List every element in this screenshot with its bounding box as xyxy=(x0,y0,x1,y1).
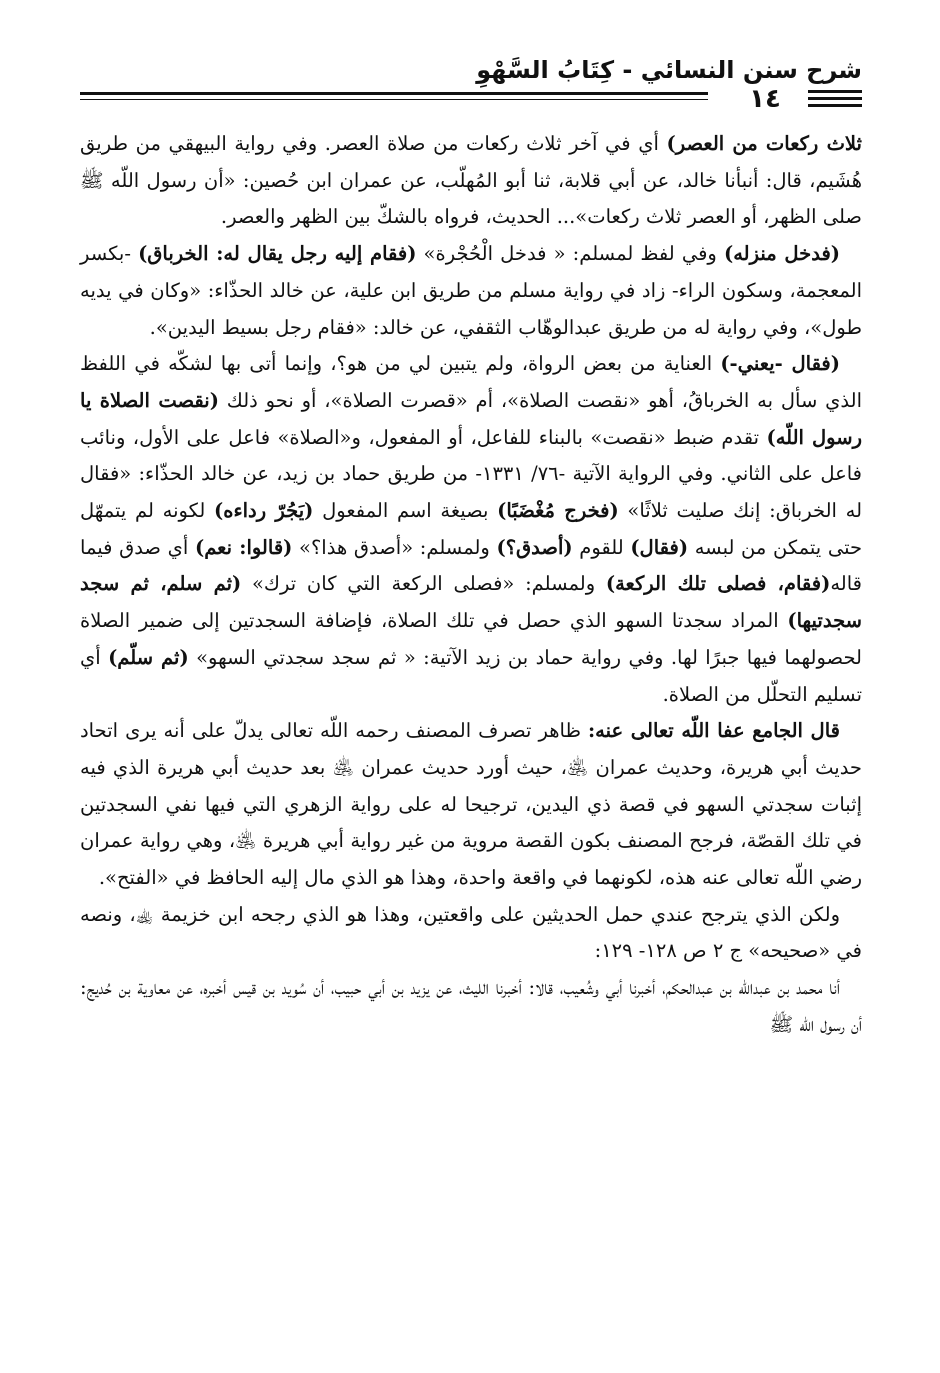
text-run: لكونه لم يتمهّل حتى يتمكن من لبسه xyxy=(80,499,863,559)
text-run: أي تسليم التحلّل من الصلاة. xyxy=(80,645,862,706)
page-header xyxy=(80,54,862,116)
paragraph xyxy=(80,126,862,236)
bold-run: (فقال -يعني-) xyxy=(720,352,840,376)
text-run: للقوم xyxy=(572,535,631,559)
page-body xyxy=(80,126,862,1044)
text-run: ولمسلم: «فصلى الركعة التي كان ترك» xyxy=(241,572,606,596)
text-run: ولمسلم: «أصدق هذا؟» xyxy=(292,535,497,559)
text-run: العناية من بعض الرواة، ولم يتبين لي من هو؟، وإنما أتى بها لشكّه في اللفظ الذي سأل به الخرباقُ، أهو «نقصت الصلاة»، أم «قصرت الصلاة»، أو نحو ذلك xyxy=(80,352,862,412)
running-title: شرح سنن النسائي - كِتَابُ السَّهْوِ xyxy=(476,56,862,84)
bold-run: قال الجامع عفا اللّه تعالى عنه: xyxy=(587,719,840,743)
text-run: وفي لفظ لمسلم: « فدخل الْحُجْرة» xyxy=(416,242,724,266)
paragraph xyxy=(80,897,862,970)
bold-run: (فقام، فصلى تلك الركعة) xyxy=(605,572,831,596)
text-run: ظاهر تصرف المصنف رحمه اللّه تعالى يدلّ على أنه يرى اتحاد حديث أبي هريرة، وحديث عمران ﵁، حيث أورد حديث عمران ﵁ بعد حديث أبي هريرة الذي فيه إثبات سجدتي السهو في قصة ذي اليدين، ترجيحا له على رواية الزهري التي فيها نفي السجدتين في تلك القصّة، فرجح المصنف بكون القصة مروية من غير رواية أبي هريرة ﵁، وهي رواية عمران رضي اللّه تعالى عنه هذه، لكونهما في واقعة واحدة، وهذا هو الذي مال إليه الحافظ في «الفتح». xyxy=(80,719,862,890)
paragraph xyxy=(80,970,862,1043)
bold-run: (قالوا: نعم) xyxy=(194,535,293,559)
bold-run: (أصدق؟) xyxy=(496,535,573,559)
text-run: أي في آخر ثلاث ركعات من صلاة العصر. وفي رواية البيهقي من طريق هُشَيم، قال: أنبأنا خالد، عن أبي قلابة، ثنا أبو المُهلّب، عن عمران ابن حُصين: «أن رسول اللّه ﷺ صلى الظهر، أو العصر ثلاث ركعات»... الحديث، فرواه بالشكّ بين الظهر والعصر. xyxy=(80,132,862,229)
header-rule-thick xyxy=(80,92,708,95)
bold-run: (ثم سلّم) xyxy=(108,645,189,669)
paragraph xyxy=(80,346,862,713)
bold-run: (فخرج مُغْضَبًا) xyxy=(497,499,619,523)
text-run: أي صدق فيما قاله xyxy=(80,535,862,596)
bold-run: (نقصت الصلاة يا رسول اللّه) xyxy=(80,388,862,449)
paragraph xyxy=(80,236,862,346)
paragraph xyxy=(80,713,862,897)
bold-run: (فقام إليه رجل يقال له: الخرباق) xyxy=(138,242,417,266)
text-run: -بكسر المعجمة، وسكون الراء- زاد في رواية مسلم من طريق ابن علية، عن خالد الحذّاء: «وكان في يديه طول»، وفي رواية له من طريق عبدالوهّاب الثقفي، عن خالد: «فقام رجل بسيط اليدين». xyxy=(80,242,862,339)
header-rule-thin xyxy=(80,99,708,100)
text-run: المراد سجدتا السهو الذي حصل في تلك الصلاة، فإضافة السجدتين إلى ضمير الصلاة لحصولهما فيها جبرًا لها. وفي رواية حماد بن زيد الآتية: « ثم سجد سجدتي السهو» xyxy=(80,609,862,669)
text-run: ولكن الذي يترجح عندي حمل الحديثين على واقعتين، وهذا هو الذي رجحه ابن خزيمة ﵀، ونصه في «صحيحه» ج ٢ ص ١٢٨- ١٢٩: xyxy=(80,902,862,963)
page-number: ١٤ xyxy=(749,84,781,114)
bold-run: (ثم سلم، ثم سجد سجدتيها) xyxy=(80,572,862,633)
page-number-rules xyxy=(808,90,862,111)
text-run: أنا محمد بن عبداللّه بن عبدالحكم، أخبرنا أبي وشُعيب، قالا: أخبرنا الليث، عن يزيد بن أبي حبيب، أن سُويد بن قيس أخبره، عن معاوية بن حُديج: أن رسول اللّه ﷺ xyxy=(80,976,862,1036)
text-run: بصيغة اسم المفعول xyxy=(313,499,498,523)
bold-run: (يَجُرّ رداءه) xyxy=(214,499,314,523)
text-run: تقدم ضبط «نقصت» بالبناء للفاعل، أو المفعول، و«الصلاة» فاعل على الأول، ونائب فاعل على الثاني. وفي الرواية الآتية -٧٦/ ١٣٣١- من طريق حماد بن زيد، عن خالد الحذّاء: «فقال له الخرباق: إنك صليت ثلاثًا» xyxy=(80,425,863,523)
bold-run: (فقال) xyxy=(630,535,689,559)
bold-run: (فدخل منزله) xyxy=(723,242,841,266)
bold-run: ثلاث ركعات من العصر) xyxy=(666,132,862,155)
